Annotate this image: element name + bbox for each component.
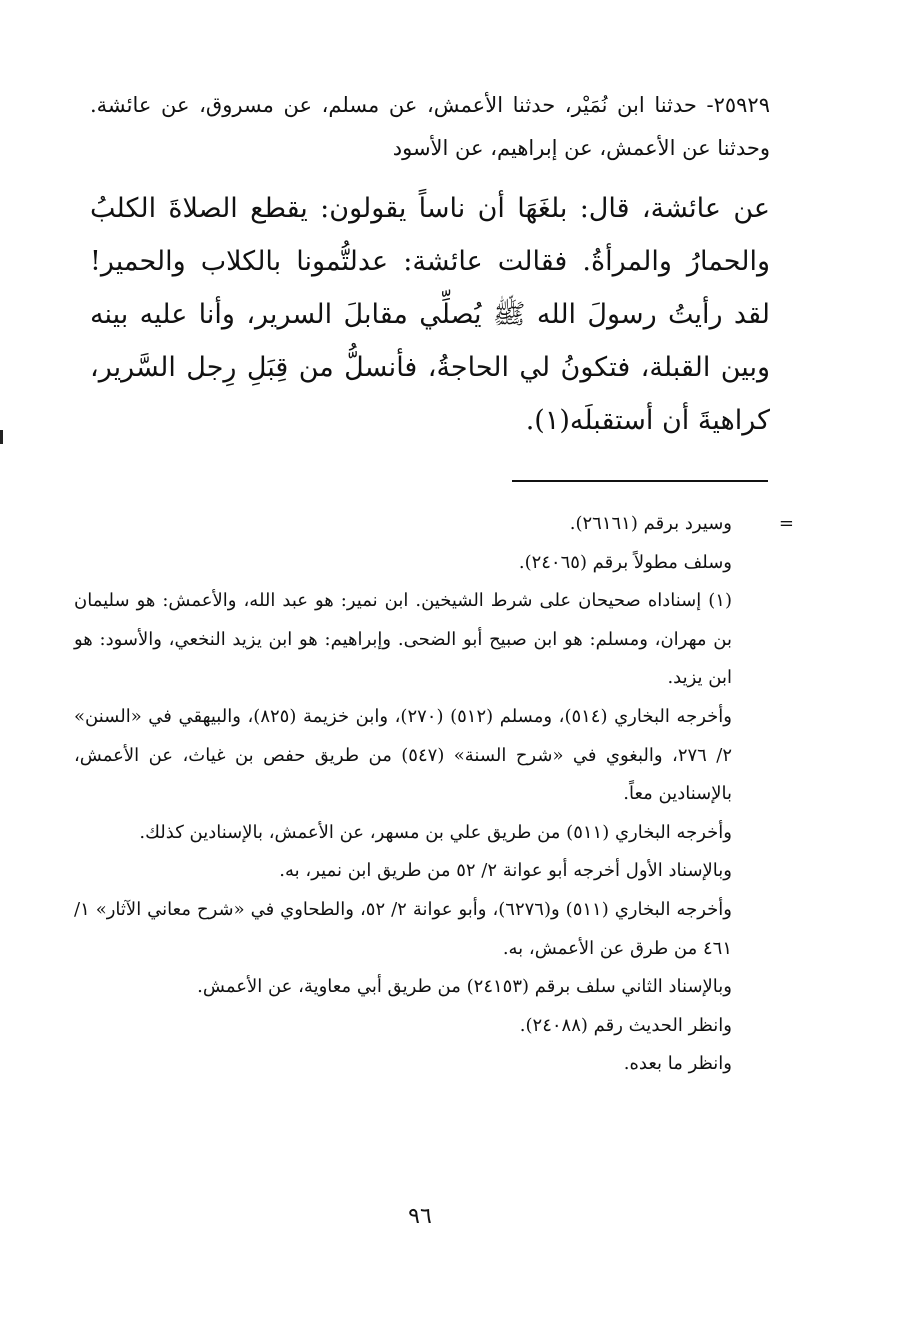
hadith-isnad: ٢٥٩٢٩- حدثنا ابن نُمَيْر، حدثنا الأعمش، عن مسلم، عن مسروق، عن عائشة. وحدثنا عن الأعمش، عن إبراهيم، عن الأسود: [90, 93, 770, 160]
page-number: ٩٦: [408, 1204, 432, 1229]
footnote-1-paragraph: وبالإسناد الأول أخرجه أبو عوانة ٢/ ٥٢ من طريق ابن نمير، به.: [279, 860, 732, 882]
hadith-matn: عن عائشة، قال: بلغَهَا أن ناساً يقولون: يقطع الصلاةَ الكلبُ والحمارُ والمرأةُ. فقالت عائشة: عدلتُّمونا بالكلاب والحمير! لقد رأيتُ رسولَ الله ﷺ يُصلِّي مقابلَ السرير، وأنا عليه بينه وبين القبلة، فتكونُ لي الحاجةُ، فأنسلُّ من قِبَلِ رِجل السَّرير، كراهيةَ أن أستقبلَه(١).: [90, 193, 770, 436]
footnotes-section: [74, 505, 794, 1084]
continuation-text: وسيرد برقم (٢٦١٦١).: [569, 513, 732, 534]
footnote-separator: [512, 480, 768, 482]
footnote-1-paragraph: وانظر الحديث رقم (٢٤٠٨٨).: [519, 1014, 732, 1036]
footnote-1-paragraph: وبالإسناد الثاني سلف برقم (٢٤١٥٣) من طريق أبي معاوية، عن الأعمش.: [197, 976, 732, 998]
footnote-1-paragraph: وأخرجه البخاري (٥١١) من طريق علي بن مسهر، عن الأعمش، بالإسنادين كذلك.: [139, 821, 732, 843]
footnote-1-paragraph: (١) إسناداه صحيحان على شرط الشيخين. ابن نمير: هو عبد الله، والأعمش: هو سليمان بن مهران، ومسلم: هو ابن صبيح أبو الضحى. وإبراهيم: هو ابن يزيد النخعي، والأسود: هو ابن يزيد.: [74, 590, 732, 689]
footnote-1-paragraph: وانظر ما بعده.: [623, 1053, 732, 1075]
footnote-continuation-line: وسلف مطولاً برقم (٢٤٠٦٥).: [518, 551, 732, 573]
scan-edge-mark: [0, 430, 3, 444]
footnote-1-paragraph: وأخرجه البخاري (٥١١) و(٦٢٧٦)، وأبو عوانة ٢/ ٥٢، والطحاوي في «شرح معاني الآثار» ١/ ٤٦١ من طرق عن الأعمش، به.: [74, 898, 733, 959]
continuation-marker: =: [778, 513, 794, 534]
footnote-1-paragraph: وأخرجه البخاري (٥١٤)، ومسلم (٥١٢) (٢٧٠)، وابن خزيمة (٨٢٥)، والبيهقي في «السنن» ٢/ ٢٧٦، والبغوي في «شرح السنة» (٥٤٧) من طريق حفص بن غياث، عن الأعمش، بالإسنادين معاً.: [74, 705, 733, 805]
footnote-continuation-line: [74, 505, 794, 544]
